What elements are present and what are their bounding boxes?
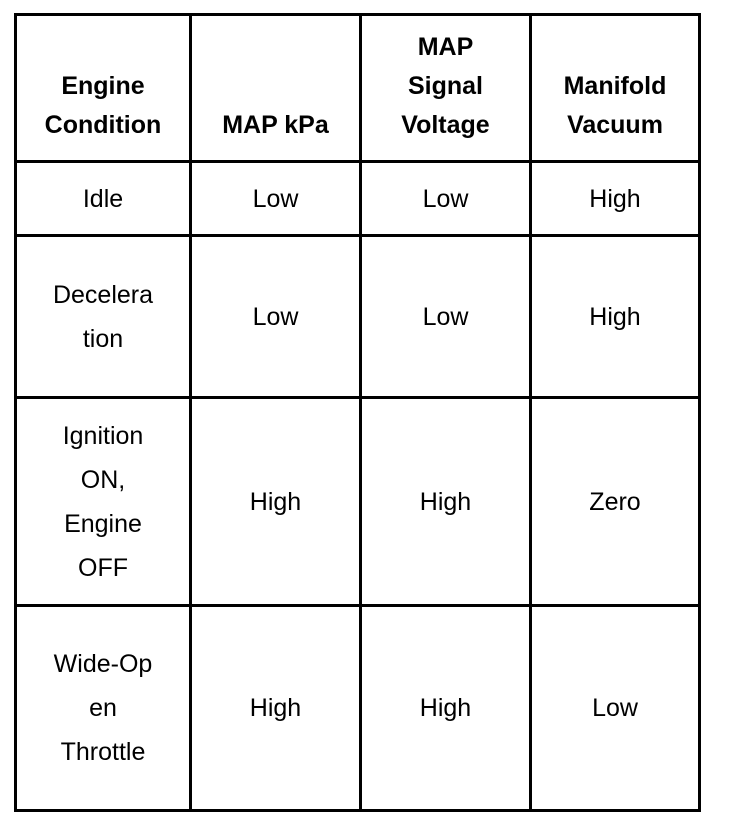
table-row	[16, 606, 700, 811]
cell-map-kpa: High	[191, 606, 361, 811]
table-row	[16, 236, 700, 398]
table-row	[16, 162, 700, 236]
map-sensor-table	[14, 13, 701, 812]
cell-manifold-vacuum: High	[531, 162, 700, 236]
cell-map-signal-voltage: High	[361, 398, 531, 606]
cell-engine-condition: Idle	[16, 162, 191, 236]
header-map-signal-voltage: MAP Signal Voltage	[361, 15, 531, 162]
cell-map-kpa: High	[191, 398, 361, 606]
cell-engine-condition: Wide-Op en Throttle	[16, 606, 191, 811]
header-manifold-vacuum: Manifold Vacuum	[531, 15, 700, 162]
cell-manifold-vacuum: Low	[531, 606, 700, 811]
table-header-row	[16, 15, 700, 162]
cell-manifold-vacuum: Zero	[531, 398, 700, 606]
header-map-kpa: MAP kPa	[191, 15, 361, 162]
header-engine-condition: Engine Condition	[16, 15, 191, 162]
table-row	[16, 398, 700, 606]
cell-map-kpa: Low	[191, 236, 361, 398]
cell-map-signal-voltage: High	[361, 606, 531, 811]
cell-manifold-vacuum: High	[531, 236, 700, 398]
cell-map-signal-voltage: Low	[361, 162, 531, 236]
cell-map-kpa: Low	[191, 162, 361, 236]
cell-engine-condition: Decelera tion	[16, 236, 191, 398]
cell-map-signal-voltage: Low	[361, 236, 531, 398]
cell-engine-condition: Ignition ON, Engine OFF	[16, 398, 191, 606]
